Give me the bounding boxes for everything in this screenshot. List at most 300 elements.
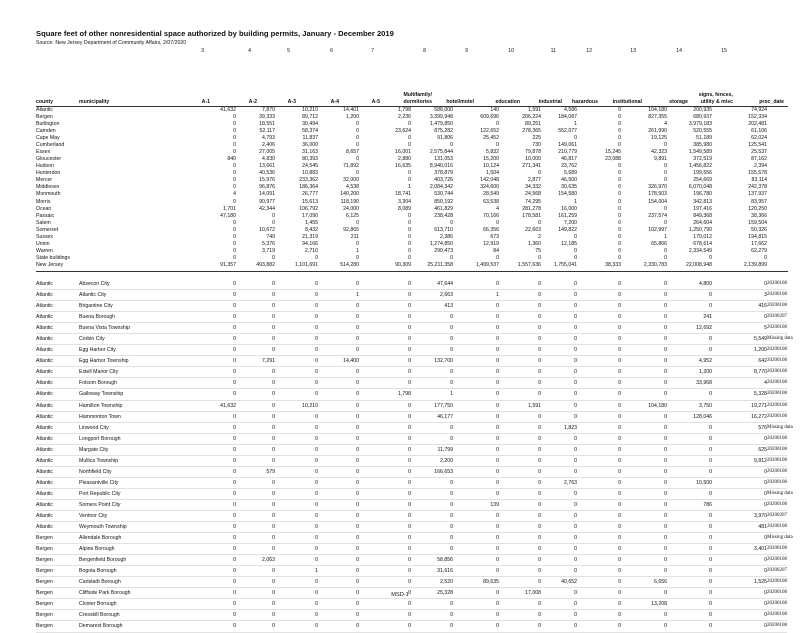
- value-cell: 0: [577, 466, 621, 477]
- value-cell: 87,162: [751, 156, 767, 163]
- value-cell: 0: [541, 466, 577, 477]
- value-cell: 149,061: [558, 141, 577, 148]
- value-cell: 0: [577, 312, 621, 323]
- value-cell: 9,891: [654, 156, 667, 163]
- value-cell: 0: [621, 544, 667, 555]
- value-cell: 0: [621, 477, 667, 488]
- empty-cell: [767, 220, 787, 227]
- value-cell: 0: [541, 323, 577, 334]
- value-cell: 118,190: [340, 198, 359, 205]
- value-cell: 827,355: [648, 113, 667, 120]
- municipality-name-cell: Linwood City: [79, 422, 189, 433]
- value-cell: 0: [236, 544, 275, 555]
- value-cell: 0: [275, 345, 318, 356]
- value-cell: 32,000: [343, 177, 359, 184]
- value-cell: 0: [233, 219, 236, 226]
- county-row: [36, 234, 787, 241]
- proc-date-cell: 20200108: [767, 367, 787, 378]
- value-cell: 155,578: [748, 170, 767, 177]
- value-cell: 80,393: [302, 156, 318, 163]
- value-cell: 0: [577, 356, 621, 367]
- value-cell: 19,125: [651, 134, 667, 141]
- value-cell: 3,399,948: [429, 113, 453, 120]
- value-cell: 0: [577, 610, 621, 621]
- county-name-cell: Atlantic: [36, 312, 79, 323]
- value-cell: 13,661: [259, 163, 275, 170]
- value-cell: 0: [318, 499, 359, 510]
- empty-cell: [79, 199, 189, 206]
- value-cell: 0: [189, 323, 236, 334]
- empty-cell: [79, 114, 189, 121]
- county-name-cell: Atlantic: [36, 323, 79, 334]
- summary-divider: [36, 271, 788, 272]
- value-cell: 0: [272, 255, 275, 262]
- value-cell: 0: [359, 533, 411, 544]
- value-cell: 0: [453, 566, 499, 577]
- column-number: 12: [586, 48, 592, 54]
- value-cell: 0: [275, 544, 318, 555]
- value-cell: 0: [318, 411, 359, 422]
- value-cell: 0: [318, 533, 359, 544]
- value-cell: 4,952: [667, 356, 712, 367]
- value-cell: 0: [667, 301, 712, 312]
- proc-date-cell: 20200108: [767, 444, 787, 455]
- value-cell: 5: [712, 323, 767, 334]
- value-cell: 0: [541, 566, 577, 577]
- value-cell: 0: [189, 522, 236, 533]
- value-cell: 0: [577, 477, 621, 488]
- value-cell: 0: [359, 422, 411, 433]
- county-name-cell: Bergen: [36, 544, 79, 555]
- empty-cell: [79, 135, 189, 142]
- value-cell: 0: [359, 599, 411, 610]
- value-cell: 13,208: [621, 599, 667, 610]
- value-cell: 609,696: [480, 113, 499, 120]
- value-cell: 0: [275, 588, 318, 599]
- value-cell: 342,813: [693, 198, 712, 205]
- column-header-line2: hotel/motel: [446, 99, 474, 105]
- value-cell: 31,616: [411, 566, 453, 577]
- municipality-row: [36, 422, 787, 433]
- value-cell: 7,200: [564, 219, 577, 226]
- value-cell: 0: [621, 411, 667, 422]
- value-cell: 0: [359, 566, 411, 577]
- value-cell: 104,180: [648, 106, 667, 113]
- value-cell: 0: [359, 290, 411, 301]
- proc-date-cell: 20200108: [767, 610, 787, 621]
- value-cell: 0: [764, 255, 767, 262]
- value-cell: 0: [621, 522, 667, 533]
- value-cell: 0: [667, 488, 712, 499]
- value-cell: 0: [275, 290, 318, 301]
- value-cell: 385,980: [693, 141, 712, 148]
- county-name-cell: Morris: [36, 198, 51, 205]
- value-cell: 0: [453, 555, 499, 566]
- municipality-name-cell: Buena Vista Township: [79, 323, 189, 334]
- county-row: [36, 135, 787, 142]
- value-cell: 0: [275, 433, 318, 444]
- value-cell: 23,624: [395, 127, 411, 134]
- county-name-cell: Mercer: [36, 177, 53, 184]
- municipality-name-cell: Closter Borough: [79, 599, 189, 610]
- value-cell: 24,568: [525, 191, 541, 198]
- value-cell: 154,580: [558, 191, 577, 198]
- value-cell: 1,504: [486, 170, 499, 177]
- value-cell: 0: [189, 555, 236, 566]
- value-cell: 0: [189, 312, 236, 323]
- value-cell: 0: [359, 334, 411, 345]
- value-cell: 0: [499, 301, 541, 312]
- value-cell: 17,090: [302, 212, 318, 219]
- value-cell: 0: [577, 488, 621, 499]
- value-cell: 680,937: [693, 113, 712, 120]
- value-cell: 0: [577, 566, 621, 577]
- value-cell: 0: [618, 184, 621, 191]
- value-cell: 18,741: [395, 191, 411, 198]
- municipality-name-cell: Margate City: [79, 444, 189, 455]
- value-cell: 0: [499, 599, 541, 610]
- county-row: [36, 114, 787, 121]
- value-cell: 0: [236, 323, 275, 334]
- value-cell: 2,880: [398, 156, 411, 163]
- column-header-line2: industrial: [538, 99, 562, 105]
- value-cell: 2,877: [528, 177, 541, 184]
- value-cell: 51,189: [696, 134, 712, 141]
- value-cell: 281,278: [522, 205, 541, 212]
- value-cell: 161,259: [558, 212, 577, 219]
- value-cell: 326,970: [648, 184, 667, 191]
- value-cell: 0: [233, 148, 236, 155]
- value-cell: 0: [453, 301, 499, 312]
- value-cell: 7,291: [236, 356, 275, 367]
- value-cell: 90,977: [259, 198, 275, 205]
- value-cell: 0: [538, 219, 541, 226]
- value-cell: 372,519: [693, 156, 712, 163]
- value-cell: 14,400: [318, 356, 359, 367]
- municipality-name-cell: Longport Borough: [79, 433, 189, 444]
- proc-date-cell: 20200108: [767, 544, 787, 555]
- value-cell: 0: [318, 367, 359, 378]
- value-cell: 140,200: [340, 191, 359, 198]
- value-cell: 588,000: [434, 106, 453, 113]
- value-cell: 0: [408, 177, 411, 184]
- value-cell: 0: [499, 555, 541, 566]
- value-cell: 0: [499, 477, 541, 488]
- value-cell: 0: [577, 301, 621, 312]
- value-cell: 0: [236, 588, 275, 599]
- value-cell: 1,798: [398, 106, 411, 113]
- value-cell: 0: [318, 466, 359, 477]
- empty-cell: [79, 170, 189, 177]
- value-cell: 6,125: [346, 212, 359, 219]
- empty-cell: [767, 149, 787, 156]
- column-number: 11: [550, 48, 556, 54]
- value-cell: 0: [621, 510, 667, 521]
- value-cell: 0: [621, 356, 667, 367]
- value-cell: 0: [453, 544, 499, 555]
- value-cell: 875,282: [434, 127, 453, 134]
- municipality-name-cell: Bergenfield Borough: [79, 555, 189, 566]
- value-cell: 0: [499, 345, 541, 356]
- value-cell: 0: [621, 367, 667, 378]
- value-cell: 142,048: [480, 177, 499, 184]
- value-cell: 0: [450, 255, 453, 262]
- value-cell: 16,272: [712, 411, 767, 422]
- value-cell: 120,250: [748, 205, 767, 212]
- value-cell: 152,334: [748, 113, 767, 120]
- value-cell: 46,500: [561, 177, 577, 184]
- value-cell: 36,000: [302, 141, 318, 148]
- value-cell: 0: [356, 127, 359, 134]
- value-cell: 254,669: [693, 177, 712, 184]
- value-cell: 0: [359, 577, 411, 588]
- value-cell: 0: [233, 198, 236, 205]
- value-cell: 0: [621, 334, 667, 345]
- empty-cell: [767, 163, 787, 170]
- municipality-row: [36, 290, 787, 301]
- value-cell: 0: [411, 621, 453, 632]
- value-cell: 0: [453, 599, 499, 610]
- empty-cell: [79, 142, 189, 149]
- value-cell: 0: [275, 610, 318, 621]
- value-cell: 0: [236, 510, 275, 521]
- value-cell: 0: [577, 599, 621, 610]
- value-cell: 0: [541, 367, 577, 378]
- municipality-name-cell: Demarest Borough: [79, 621, 189, 632]
- value-cell: 0: [189, 433, 236, 444]
- value-cell: 0: [408, 141, 411, 148]
- value-cell: 2,763: [541, 477, 577, 488]
- value-cell: 0: [541, 433, 577, 444]
- value-cell: 0: [411, 544, 453, 555]
- value-cell: 0: [233, 163, 236, 170]
- value-cell: 3,970: [712, 510, 767, 521]
- value-cell: 0: [275, 555, 318, 566]
- report-title: Square feet of other nonresidential space authorized by building permits, January - December 2019: [36, 29, 394, 38]
- value-cell: 8,940,016: [429, 163, 453, 170]
- value-cell: 1,456,822: [688, 163, 712, 170]
- value-cell: 0: [359, 301, 411, 312]
- county-name-cell: Atlantic: [36, 334, 79, 345]
- county-summary-table: [36, 107, 787, 270]
- value-cell: 0: [712, 466, 767, 477]
- value-cell: 0: [712, 566, 767, 577]
- value-cell: 47,180: [220, 212, 236, 219]
- value-cell: 0: [541, 334, 577, 345]
- value-cell: 0: [577, 577, 621, 588]
- value-cell: 0: [453, 279, 499, 290]
- value-cell: 40,536: [259, 170, 275, 177]
- value-cell: 0: [667, 290, 712, 301]
- value-cell: 1,200: [667, 367, 712, 378]
- value-cell: 0: [236, 599, 275, 610]
- column-header-line2: dormitories: [403, 99, 432, 105]
- municipality-row: [36, 522, 787, 533]
- value-cell: 0: [453, 522, 499, 533]
- municipality-name-cell: Galloway Township: [79, 389, 189, 400]
- value-cell: 38,333: [605, 262, 621, 269]
- value-cell: 4,793: [262, 134, 275, 141]
- value-cell: 1,101,691: [294, 262, 318, 269]
- municipality-row: [36, 455, 787, 466]
- value-cell: 0: [189, 389, 236, 400]
- value-cell: 0: [411, 323, 453, 334]
- value-cell: 0: [275, 378, 318, 389]
- value-cell: 0: [408, 233, 411, 240]
- municipality-row: [36, 466, 787, 477]
- empty-cell: [79, 248, 189, 255]
- value-cell: 66,356: [483, 226, 499, 233]
- value-cell: 6,656: [621, 577, 667, 588]
- value-cell: 0: [621, 389, 667, 400]
- value-cell: 514,280: [340, 262, 359, 269]
- value-cell: 0: [577, 378, 621, 389]
- proc-date-cell: 20200108: [767, 323, 787, 334]
- empty-cell: [79, 213, 189, 220]
- empty-cell: [79, 227, 189, 234]
- value-cell: 0: [577, 400, 621, 411]
- value-cell: 678,614: [693, 240, 712, 247]
- value-cell: 194,815: [748, 233, 767, 240]
- value-cell: 128,046: [667, 411, 712, 422]
- value-cell: 0: [236, 378, 275, 389]
- value-cell: 0: [499, 510, 541, 521]
- value-cell: 1,499,537: [475, 262, 499, 269]
- column-number: 9: [465, 48, 468, 54]
- value-cell: 2,406: [262, 141, 275, 148]
- municipality-row: [36, 301, 787, 312]
- value-cell: 0: [359, 588, 411, 599]
- county-row: [36, 142, 787, 149]
- value-cell: 290,473: [434, 248, 453, 255]
- proc-date-cell: 20200108: [767, 279, 787, 290]
- county-name-cell: Sussex: [36, 233, 54, 240]
- value-cell: 849,368: [693, 212, 712, 219]
- county-name-cell: Bergen: [36, 621, 79, 632]
- empty-cell: [767, 262, 787, 269]
- value-cell: 0: [236, 433, 275, 444]
- value-cell: 0: [667, 621, 712, 632]
- value-cell: 18,551: [259, 120, 275, 127]
- value-cell: 0: [236, 621, 275, 632]
- value-cell: 0: [664, 248, 667, 255]
- county-name-cell: Burlington: [36, 120, 60, 127]
- value-cell: 0: [453, 455, 499, 466]
- value-cell: 0: [541, 610, 577, 621]
- value-cell: 10,000: [525, 156, 541, 163]
- value-cell: 1: [664, 233, 667, 240]
- empty-cell: [767, 170, 787, 177]
- value-cell: 0: [236, 477, 275, 488]
- value-cell: 178,581: [522, 212, 541, 219]
- value-cell: 184,087: [558, 113, 577, 120]
- value-cell: 0: [618, 233, 621, 240]
- value-cell: 0: [621, 533, 667, 544]
- value-cell: 0: [499, 444, 541, 455]
- value-cell: 79,878: [525, 148, 541, 155]
- value-cell: 0: [577, 544, 621, 555]
- value-cell: 0: [359, 367, 411, 378]
- value-cell: 94,166: [302, 240, 318, 247]
- value-cell: 241: [667, 312, 712, 323]
- municipality-row: [36, 356, 787, 367]
- value-cell: 0: [577, 411, 621, 422]
- municipality-row: [36, 433, 787, 444]
- municipality-name-cell: Buena Borough: [79, 312, 189, 323]
- value-cell: 0: [318, 433, 359, 444]
- value-cell: 0: [453, 323, 499, 334]
- value-cell: 16,001: [395, 148, 411, 155]
- value-cell: 0: [236, 411, 275, 422]
- value-cell: 0: [496, 120, 499, 127]
- value-cell: 0: [189, 367, 236, 378]
- municipality-name-cell: Cliffside Park Borough: [79, 588, 189, 599]
- value-cell: 0: [359, 455, 411, 466]
- value-cell: 38,366: [751, 212, 767, 219]
- county-name-cell: Atlantic: [36, 433, 79, 444]
- value-cell: 0: [236, 533, 275, 544]
- value-cell: 0: [577, 433, 621, 444]
- county-name-cell: Bergen: [36, 566, 79, 577]
- value-cell: 0: [541, 389, 577, 400]
- value-cell: 0: [359, 411, 411, 422]
- proc-date-cell: Missing data: [767, 533, 787, 544]
- county-name-cell: Atlantic: [36, 477, 79, 488]
- value-cell: 0: [275, 301, 318, 312]
- value-cell: 7,870: [262, 106, 275, 113]
- value-cell: 324,600: [480, 184, 499, 191]
- column-header-row: [36, 86, 786, 106]
- value-cell: 0: [411, 367, 453, 378]
- value-cell: 0: [541, 533, 577, 544]
- value-cell: 0: [453, 433, 499, 444]
- value-cell: 840: [227, 156, 236, 163]
- value-cell: 62,279: [751, 248, 767, 255]
- proc-date-cell: 20200108: [767, 356, 787, 367]
- value-cell: 50,326: [751, 226, 767, 233]
- value-cell: 0: [712, 433, 767, 444]
- proc-date-cell: 20200108: [767, 621, 787, 632]
- value-cell: 15,200: [483, 156, 499, 163]
- header-municipality: municipality: [79, 99, 110, 105]
- empty-cell: [767, 107, 787, 114]
- value-cell: 0: [499, 279, 541, 290]
- municipality-table: [36, 279, 793, 633]
- value-cell: 62,024: [751, 134, 767, 141]
- value-cell: 0: [189, 499, 236, 510]
- value-cell: 34,332: [525, 184, 541, 191]
- value-cell: 0: [618, 163, 621, 170]
- county-name-cell: Passaic: [36, 212, 55, 219]
- value-cell: 0: [667, 522, 712, 533]
- county-name-cell: Bergen: [36, 610, 79, 621]
- county-row: [36, 121, 787, 128]
- value-cell: 2,386: [440, 233, 453, 240]
- value-cell: 0: [189, 422, 236, 433]
- value-cell: 0: [275, 599, 318, 610]
- value-cell: 0: [318, 588, 359, 599]
- value-cell: 0: [411, 334, 453, 345]
- value-cell: 0: [318, 566, 359, 577]
- empty-cell: [79, 163, 189, 170]
- value-cell: 149,822: [558, 226, 577, 233]
- value-cell: 25,328: [411, 588, 453, 599]
- value-cell: 0: [356, 120, 359, 127]
- value-cell: 0: [541, 345, 577, 356]
- value-cell: 1: [408, 184, 411, 191]
- value-cell: 0: [315, 255, 318, 262]
- value-cell: 24,545: [302, 163, 318, 170]
